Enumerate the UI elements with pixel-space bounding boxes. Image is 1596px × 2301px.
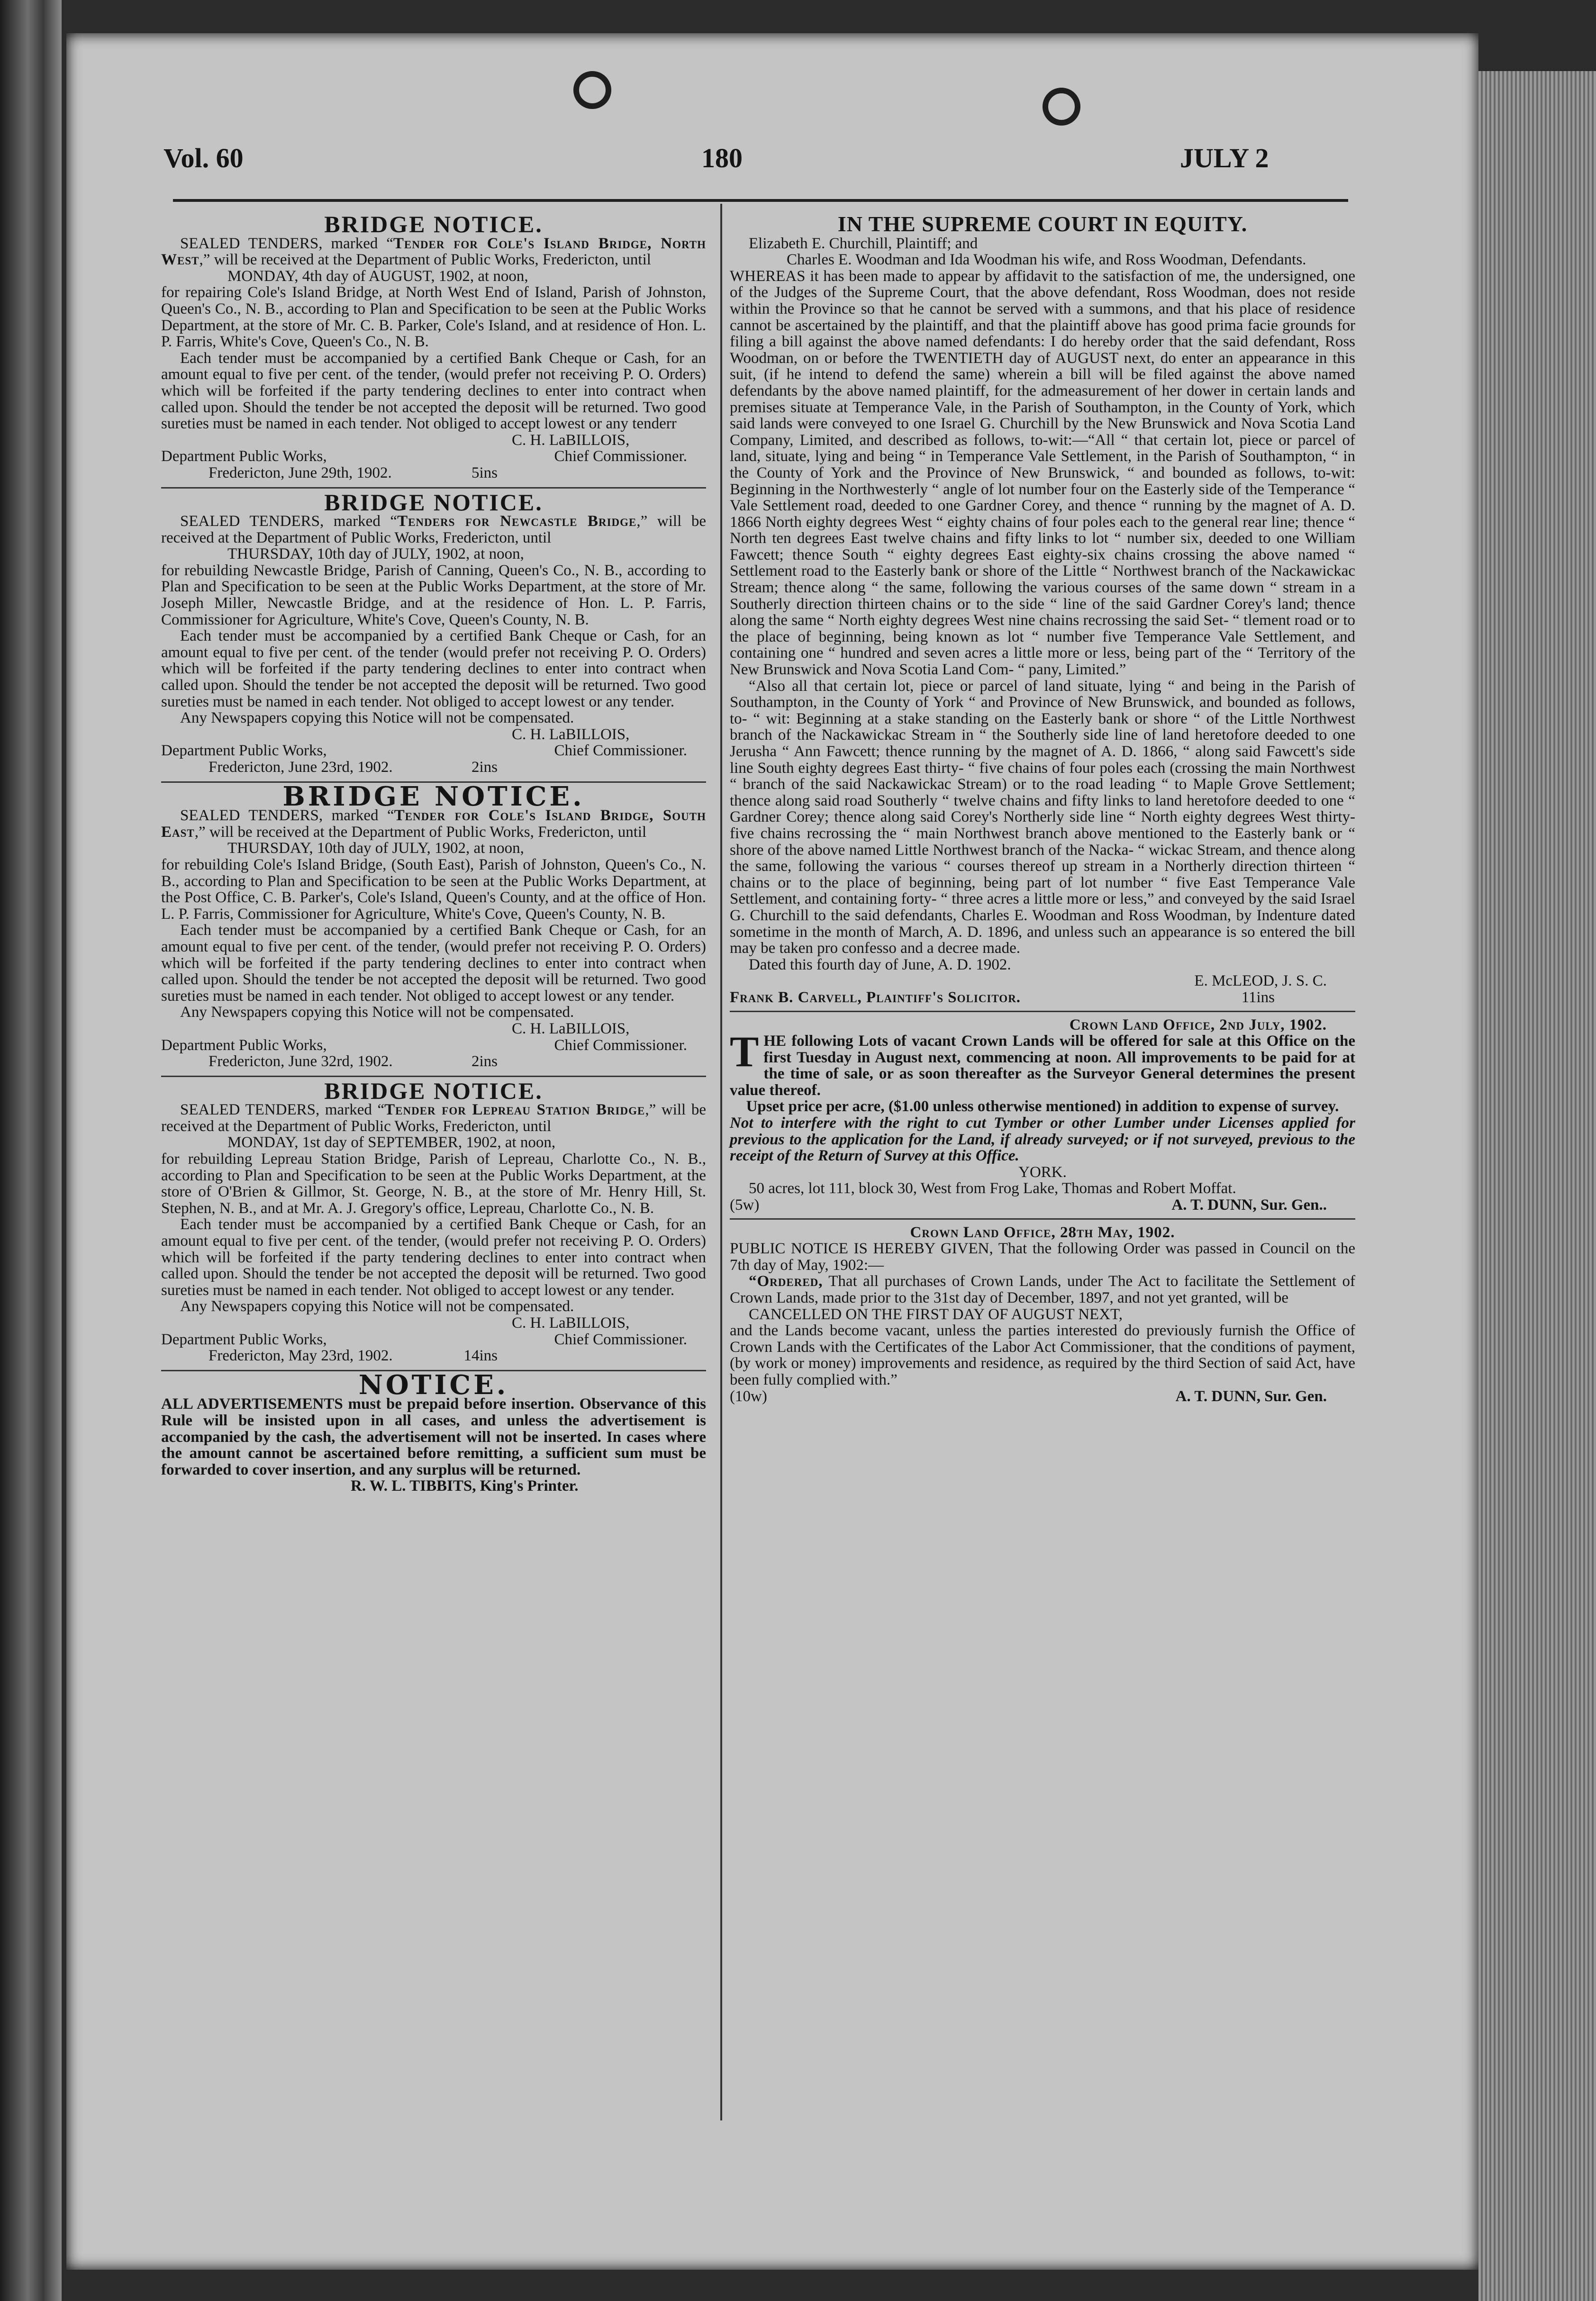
notice-deadline: THURSDAY, 10th day of JULY, 1902, at noon, <box>227 840 524 857</box>
signer-line: Department Public Works, Chief Commissioner. <box>161 1331 687 1348</box>
notice-intro: SEALED TENDERS, marked “Tender for Lepreau Station Bridge,” will be received at the Department of Public Works, Fredericton, until <box>161 1101 706 1135</box>
notice-terms: Each tender must be accompanied by a certified Bank Cheque or Cash, for an amount equal to five per cent. of the tender, (would prefer not receiving P. O. Orders) which will be forfeited if the party tendering declines to enter into contract when called upon. Should the tender be not accepted the deposit will be returned. Two good sureties must be named in each tender. Not obliged to accept lowest or any tender. <box>161 922 706 1005</box>
notice-title: NOTICE. <box>358 1369 509 1401</box>
notice-title: BRIDGE NOTICE. <box>324 489 543 516</box>
notice-title: BRIDGE NOTICE. <box>324 211 543 237</box>
notice-copying: Any Newspapers copying this Notice will not be compensated. <box>180 1298 574 1315</box>
page-number: 180 <box>701 143 743 173</box>
advertisement-notice <box>161 1369 706 1495</box>
office-date: Crown Land Office, 2nd July, 1902. <box>1069 1016 1327 1033</box>
office-date: Crown Land Office, 28th May, 1902. <box>910 1223 1175 1241</box>
cancellation-signature-line: (10w) A. T. DUNN, Sur. Gen. <box>730 1387 1327 1405</box>
crown-land-sale-notice <box>730 1017 1355 1214</box>
court-parties-defendants: Charles E. Woodman and Ida Woodman his wife, and Ross Woodman, Defendants. <box>787 251 1306 269</box>
notice-body: for rebuilding Lepreau Station Bridge, Parish of Lepreau, Charlotte Co., N. B., according to Plan and Specification to be seen at the Public Works Department, at the store of O'Brien & Gillmor, St. George, N. B., at the store of Mr. Henry Hill, St. Stephen, N. B., and at Mr. A. J. Gregory's office, Lepreau, Charlotte Co., N. B. <box>161 1150 706 1217</box>
volume-label: Vol. 60 <box>163 143 244 173</box>
bridge-notice-coles-island-northwest <box>161 211 706 481</box>
notice-intro: SEALED TENDERS, marked “Tender for Cole's Island Bridge, North West,” will be received at the Department of Public Works, Fredericton, until <box>161 235 706 269</box>
bridge-notice-newcastle <box>161 489 706 776</box>
cancelled-heading: CANCELLED ON THE FIRST DAY OF AUGUST NEXT, <box>749 1305 1123 1323</box>
left-column <box>161 213 706 1495</box>
court-second-lot: “Also all that certain lot, piece or parcel of land situate, lying “ and being in the Parish of Southampton, in the County of York “ and Province of New Brunswick, and bounded as follows, to- “ wit: Beginning at a stake standing on the Easterly bank or shore “ of the Little Northwest branch of the Nackawickac Stream in “ the Southerly side line of land heretofore deeded to one Jerusha “ Ann Fawcett; thence running by the magnet of A. D. 1866, “ along said Fawcett's side line South eighty degrees East thirty- “ five chains of four poles each (crossing the main Northwest “ branch of the said Nackawickac Stream) or to the road leading “ to Maple Grove Settlement; thence along said road Southerly “ twelve chains and fifty links to land heretofore deeded to one “ Gardner Corey; thence along said Corey's Northerly side line “ North eighty degrees West thirty-five chains recrossing the “ main Northwest branch above mentioned to the Easterly bank or “ shore of the above named Little Northwest branch of the Nacka- “ wickac Stream, and thence along the same, following the various “ courses thereof up stream in a Northerly direction thirteen “ chains or to the place of beginning, being part of lot number “ five East Temperance Vale Settlement, and containing forty- “ three acres a little more or less,” and conveyed by the said Israel G. Churchill to the said defendants, Charles E. Woodman and Ross Woodman, by Indenture dated sometime in the month of March, A. D. 1896, and unless such an appearance is so entered the bill may be taken pro confesso and a decree made. <box>730 677 1355 957</box>
notice-divider <box>730 1218 1355 1220</box>
notice-copying: Any Newspapers copying this Notice will not be compensated. <box>180 709 574 727</box>
sale-signature-line: (5w) A. T. DUNN, Sur. Gen.. <box>730 1196 1327 1214</box>
issue-date: JULY 2 <box>1180 143 1269 173</box>
notice-title: BRIDGE NOTICE. <box>324 1077 543 1104</box>
place-date-line: Fredericton, June 29th, 1902. 5ins <box>209 464 498 481</box>
notice-divider <box>730 1011 1355 1012</box>
book-page-edges-right <box>1478 71 1596 2301</box>
notice-body: for rebuilding Newcastle Bridge, Parish of Canning, Queen's Co., N. B., according to Plan and Specification to be seen at the Public Works Department, at the store of Mr. Joseph Miller, Newcastle Bridge, and at the residence of Hon. L. P. Farris, Commissioner for Agriculture, White's Cove, Queen's County, N. B. <box>161 562 706 628</box>
court-order-body: WHEREAS it has been made to appear by affidavit to the satisfaction of me, the undersigned, one of the Judges of the Supreme Court, that the above defendant, Ross Woodman, does not reside within the Province so that he cannot be served with a summons, and that his place of residence cannot be ascertained by the plaintiff, and that the plaintiff above has good prima facie grounds for filing a bill against the above named defendants: I do hereby order that the said defendant, Ross Woodman, on or before the TWENTIETH day of AUGUST next, do enter an appearance in this suit, (if he intend to defend the same) wherein a bill will be filed against the above named defendants by the above named plaintiff, for the admeasurement of her dower in certain lands and premises situate at Temperance Vale, in the Parish of Southampton, in the County of York, which said lands were conveyed to one Israel G. Churchill by the New Brunswick and Nova Scotia Land Company, Limited, and described as follows, to-wit:—“All “ that certain lot, piece or parcel of land, situate, lying and being “ in Temperance Vale Settlement, in the Parish of Southampton, “ in the County of York and the Province of New Brunswick, “ and bounded as follows, to-wit: Beginning in the Northwesterly “ angle of lot number four on the Easterly side of the Temperance “ Vale Settlement road, deeded to one Gardner Corey, and thence “ running by the magnet of A. D. 1866 North eighty degrees West “ eighty chains of four poles each to the general rear line; thence “ North ten degrees East twelve chains and fifty links to lot “ number six, deeded to one William Fawcett; thence South “ eighty degrees East eighty-six chains crossing the above named “ Settlement road to the Easterly bank or shore of the Little “ Northwest branch of the Nackawickac Stream; thence along “ the same, following the various courses of the same down “ stream in a Southerly direction thirteen chains or to the side “ line of the said Gardner Corey's land; thence along the same “ North eighty degrees West nine chains recrossing the said Set- “ tlement road or to the place of beginning, being known as lot “ number five Temperance Vale Settlement, and containing one “ hundred and seven acres a little more or less, being part of the “ Territory of the New Brunswick and Nova Scotia Land Com- “ pany, Limited.” <box>730 267 1355 679</box>
court-dated: Dated this fourth day of June, A. D. 1902. <box>749 956 1011 973</box>
order-text: “Ordered, That all purchases of Crown Lands, under The Act to facilitate the Settlement of Crown Lands, made prior to the 31st day of December, 1897, and not yet granted, will be <box>730 1273 1355 1306</box>
county-heading: YORK. <box>1018 1163 1067 1181</box>
notice-deadline: MONDAY, 4th day of AUGUST, 1902, at noon, <box>227 267 528 285</box>
crown-land-cancellation-notice <box>730 1224 1355 1405</box>
header-rule <box>173 199 1348 202</box>
order-rest: and the Lands become vacant, unless the parties interested do previously furnish the Office of Crown Lands with the Certificates of the Labor Act Commissioner, that the conditions of payment, (by work or money) improvements and residence, as required by the third Section of said Act, have been fully complied with.” <box>730 1322 1355 1388</box>
notice-terms: Each tender must be accompanied by a certified Bank Cheque or Cash, for an amount equal to five per cent. of the tender, (would prefer not receiving P. O. Orders) which will be forfeited if the party tendering declines to enter into contract when called upon. Should the tender be not accepted the deposit will be returned. Two good sureties must be named in each tender. Not obliged to accept lowest or any tender. <box>161 1216 706 1299</box>
signer-name: C. H. LaBILLOIS, <box>512 1020 630 1037</box>
notice-divider <box>161 487 706 489</box>
right-column <box>730 213 1355 1404</box>
notice-body: for repairing Cole's Island Bridge, at North West End of Island, Parish of Johnston, Queen's Co., N. B., according to Plan and Specification to be seen at the Public Works Department, at the store of Mr. C. B. Parker, Cole's Island, and at residence of Hon. L. P. Farris, White's Cove, Queen's Co., N. B. <box>161 284 706 351</box>
sale-body: THE following Lots of vacant Crown Lands will be offered for sale at this Office on the first Tuesday in August next, commencing at noon. All improvements to be paid for at the time of sale, or as soon thereafter as the Surveyor General determines the present value thereof. <box>730 1027 1355 1099</box>
signer-name: C. H. LaBILLOIS, <box>512 431 630 449</box>
notice-divider <box>161 1076 706 1077</box>
court-parties-plaintiff: Elizabeth E. Churchill, Plaintiff; and <box>749 235 978 252</box>
notice-terms: Each tender must be accompanied by a certified Bank Cheque or Cash, for an amount equal to five per cent. of the tender (would prefer not receiving P. O. Orders) which will be forfeited if the party tendering declines to enter into contract when called upon. Should the tender be not accepted the deposit will be returned. Two good sureties must be named in each tender. Not obliged to accept lowest or any tender. <box>161 627 706 710</box>
binding-hole-icon <box>1043 88 1080 126</box>
binding-hole-icon <box>573 71 611 109</box>
column-divider <box>720 204 722 2120</box>
place-date-line: Fredericton, May 23rd, 1902. 14ins <box>209 1347 498 1365</box>
signer-name: C. H. LaBILLOIS, <box>512 725 630 743</box>
notice-body: ALL ADVERTISEMENTS must be prepaid before insertion. Observance of this Rule will be insisted upon in all cases, and unless the advertisement is accompanied by the cash, the advertisement will not be inserted. In cases where the amount cannot be ascertained before remitting, a sufficient sum must be forwarded to cover insertion, and any surplus will be returned. <box>161 1395 706 1478</box>
notice-lead: PUBLIC NOTICE IS HEREBY GIVEN, That the following Order was passed in Council on the 7th day of May, 1902:— <box>730 1240 1355 1274</box>
lot-description: 50 acres, lot 111, block 30, West from Frog Lake, Thomas and Robert Moffat. <box>749 1180 1236 1197</box>
signer-line: Department Public Works, Chief Commissioner. <box>161 1036 687 1054</box>
judge-signature: E. McLEOD, J. S. C. <box>1194 972 1327 990</box>
signer-name: C. H. LaBILLOIS, <box>512 1314 630 1332</box>
notice-title: IN THE SUPREME COURT IN EQUITY. <box>837 212 1248 236</box>
notice-deadline: THURSDAY, 10th day of JULY, 1902, at noon, <box>227 545 524 563</box>
bridge-notice-lepreau-station <box>161 1077 706 1365</box>
place-date-line: Fredericton, June 32rd, 1902. 2ins <box>209 1053 498 1070</box>
signer-line: Department Public Works, Chief Commissioner. <box>161 448 687 465</box>
notice-terms: Each tender must be accompanied by a certified Bank Cheque or Cash, for an amount equal to five per cent. of the tender, (would prefer not receiving P. O. Orders) which will be forfeited if the party tendering declines to enter into contract when called upon. Should the tender be not accepted the deposit will be returned. Two good sureties must be named in each tender. Not obliged to accept lowest or any tenderr <box>161 349 706 433</box>
notice-deadline: MONDAY, 1st day of SEPTEMBER, 1902, at noon, <box>227 1134 556 1151</box>
printer-signature: R. W. L. TIBBITS, King's Printer. <box>351 1477 579 1495</box>
book-binding-left <box>0 0 62 2301</box>
bridge-notice-coles-island-southeast <box>161 780 706 1070</box>
supreme-court-equity-notice <box>730 212 1355 1006</box>
timber-warning: Not to interfere with the right to cut Tymber or other Lumber under Licenses applied for previous to the application for the Land, if already surveyed; or if not surveyed, previous to the receipt of the Return of Survey at this Office. <box>730 1114 1355 1165</box>
notice-copying: Any Newspapers copying this Notice will not be compensated. <box>180 1004 574 1021</box>
notice-intro: SEALED TENDERS, marked “Tender for Cole's Island Bridge, South East,” will be received at the Department of Public Works, Fredericton, until <box>161 807 706 841</box>
solicitor-line: Frank B. Carvell, Plaintiff's Solicitor. 11ins <box>730 988 1275 1006</box>
notice-title: BRIDGE NOTICE. <box>282 780 585 812</box>
place-date-line: Fredericton, June 23rd, 1902. 2ins <box>209 759 498 776</box>
upset-price: Upset price per acre, ($1.00 unless otherwise mentioned) in addition to expense of survey. <box>746 1098 1339 1115</box>
signer-line: Department Public Works, Chief Commissioner. <box>161 742 687 760</box>
newspaper-page <box>66 33 1478 2270</box>
notice-body: for rebuilding Cole's Island Bridge, (South East), Parish of Johnston, Queen's Co., N. B., according to Plan and Specification to be seen at the Public Works Department, at the Post Office, C. B. Parker's, Cole's Island, Queen's County, and at the office of Hon. L. P. Farris, Commissioner for Agriculture, White's Cove, Queen's County, N. B. <box>161 856 706 923</box>
notice-intro: SEALED TENDERS, marked “Tenders for Newcastle Bridge,” will be received at the Department of Public Works, Fredericton, until <box>161 513 706 546</box>
